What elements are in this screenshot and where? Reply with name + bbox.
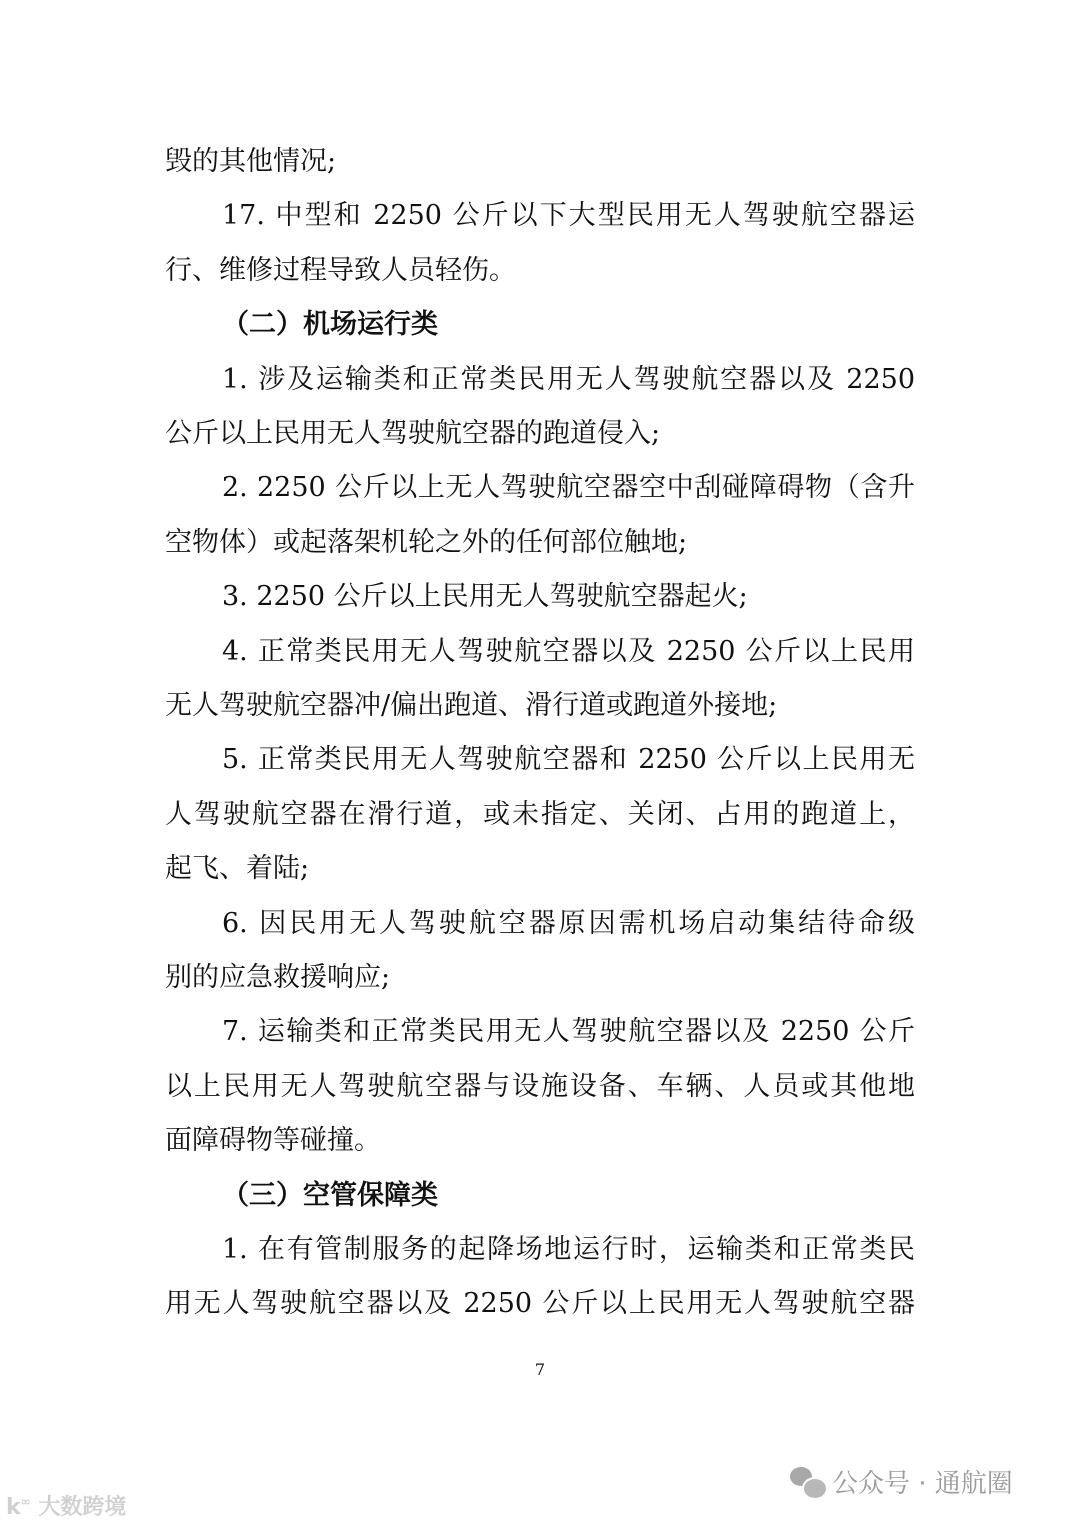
text-line: 3. 2250 公斤以上民用无人驾驶航空器起火;: [222, 581, 748, 613]
source-watermark: [6, 1490, 126, 1521]
text-line: 起飞、着陆;: [165, 853, 310, 885]
text-line: 1. 涉及运输类和正常类民用无人驾驶航空器以及 2250: [222, 363, 915, 395]
source-logo-icon: k∞: [6, 1494, 31, 1520]
wechat-icon: [790, 1467, 824, 1497]
text-line: 5. 正常类民用无人驾驶航空器和 2250 公斤以上民用无: [222, 744, 915, 776]
section-heading: （三）空管保障类: [222, 1179, 438, 1211]
text-line: 人驾驶航空器在滑行道，或未指定、关闭、占用的跑道上，: [165, 798, 915, 830]
text-line: 毁的其他情况;: [165, 146, 337, 177]
text-line: 别的应急救援响应;: [165, 962, 391, 993]
wechat-watermark-text: 公众号 · 通航圈: [832, 1469, 1013, 1499]
text-line: 面障碍物等碰撞。: [165, 1125, 381, 1157]
wechat-watermark: [790, 1463, 1013, 1500]
text-line: 行、维修过程导致人员轻伤。: [165, 254, 516, 286]
page-number: 7: [534, 1360, 546, 1379]
text-line: 1. 在有管制服务的起降场地运行时，运输类和正常类民: [222, 1234, 915, 1265]
text-line: 空物体）或起落架机轮之外的任何部位触地;: [165, 526, 688, 558]
text-line: 无人驾驶航空器冲/偏出跑道、滑行道或跑道外接地;: [165, 690, 778, 721]
text-line: 公斤以上民用无人驾驶航空器的跑道侵入;: [165, 418, 661, 449]
text-line: 4. 正常类民用无人驾驶航空器以及 2250 公斤以上民用: [222, 635, 915, 667]
text-line: 2. 2250 公斤以上无人驾驶航空器空中刮碰障碍物（含升: [222, 472, 915, 504]
text-line: 用无人驾驶航空器以及 2250 公斤以上民用无人驾驶航空器: [165, 1288, 915, 1320]
source-watermark-text: 大数跨境: [38, 1495, 127, 1520]
text-line: 17. 中型和 2250 公斤以下大型民用无人驾驶航空器运: [222, 200, 915, 232]
section-heading: （二）机场运行类: [222, 309, 438, 341]
text-line: 7. 运输类和正常类民用无人驾驶航空器以及 2250 公斤: [222, 1016, 915, 1048]
text-line: 以上民用无人驾驶航空器与设施设备、车辆、人员或其他地: [165, 1070, 915, 1102]
text-line: 6. 因民用无人驾驶航空器原因需机场启动集结待命级: [222, 907, 915, 939]
